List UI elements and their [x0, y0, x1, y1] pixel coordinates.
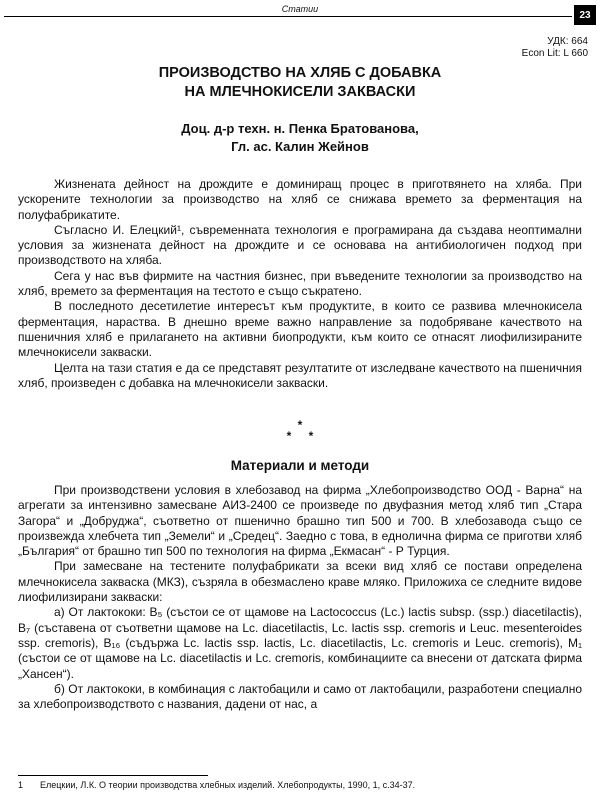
paragraph: Сега у нас във фирмите на частния бизнес, при въведените технологии за производство на хляб, времето за ферментация на тестото е също съкратено. — [18, 268, 582, 299]
separator-stars: * * — [286, 429, 314, 443]
paragraph: При замесване на тестените полуфабрикати за всеки вид хляб се постави определена млечнокисела закваска (МКЗ), съзряла в обезмаслено краве мляко. Приложиха се следните видове лиофилизирани закваски: — [18, 559, 582, 605]
udk-code: УДК: 664 — [547, 36, 588, 47]
section-separator — [0, 420, 600, 442]
paragraph: Съгласно И. Елецкий¹, съвременната технология е програмирана да създава неоптимални условия за жизнената дейност на дрождите и се основава на антибиологичен подход при производството на хляба. — [18, 222, 582, 268]
author-line: Гл. ас. Калин Жейнов — [231, 139, 369, 154]
methods-section — [18, 483, 582, 712]
paragraph: Жизнената дейност на дрождите е доминиращ процес в приготвянето на хляба. При ускорените технологии за производство на хляб се снижава времето за ферментация на полуфабрикатите. — [18, 177, 582, 222]
econlit-code: Econ Lit: L 660 — [521, 48, 588, 59]
footnote — [18, 780, 582, 791]
footnote-text: Елецкии, Л.К. О теории производства хлебных изделий. Хлебопродукты, 1990, 1, с.34-37. — [40, 780, 416, 790]
header-rule — [4, 16, 572, 17]
paragraph: б) От лактококи, в комбинация с лактобацили и само от лактобацили, разработени специално за хлебопроизводството с названия, дадени от нас, а — [18, 681, 582, 712]
section-heading: Материали и методи — [230, 458, 370, 473]
title-line: НА МЛЕЧНОКИСЕЛИ ЗАКВАСКИ — [184, 84, 416, 100]
introduction — [18, 177, 582, 391]
title-line: ПРОИЗВОДСТВО НА ХЛЯБ С ДОБАВКА — [158, 65, 442, 81]
paragraph: При производствени условия в хлебозавод на фирма „Хлебопроизводство ООД - Варна“ на агрегати за интензивно замесване АИЗ-2400 се произведе по двуфазния метод хляб тип „Стара Загора“ и „Добруджа“, съответно от пшенично брашно тип 500 и 700. В хлебозавода също се произвеждa хлебчета тип „Земели“ и „Средец“. Заедно с това, в еднолична фирма се приготви хляб „България“ от брашно тип 500 по технология на фирма „Екмасан“ - Р Турция. — [18, 483, 582, 559]
article-title — [40, 64, 560, 102]
separator-star: * — [297, 418, 303, 432]
section-name: Статии — [281, 4, 319, 14]
footnote-rule — [18, 775, 208, 776]
running-header — [0, 0, 600, 20]
paragraph: а) От лактококи: В₅ (състои се от щамове на Lactococcus (Lc.) lactis subsp. (ssp.) diacetilactis), В₇ (съставена от съответни щамове на Lc. diacetilactis, Lc. lactis ssp. cremoris и Leuc. mesenteroides ssp. cremoris), В₁₆ (съдържа Lc. lactis ssp. lactis, Lc. diacetilactis, Lc. cremoris и Leuc. cremoris), М₁ (състои се от щамове на Lc. diacetilactis и Lc. cremoris, комбинациите са внесени от датската фирма „Хансен“). — [18, 605, 582, 681]
classification-codes — [522, 36, 588, 60]
paragraph: Целта на тази статия е да се представят резултатите от изследване качеството на пшеничния хляб, произведен с добавка на млечнокисели закваски. — [18, 360, 582, 390]
page-number: 23 — [574, 5, 596, 25]
author-line: Доц. д-р техн. н. Пенка Братованова, — [181, 121, 419, 136]
paragraph: В последното десетилетие интересът към продуктите, в които се развива млечнокисела ферментация, нараства. В днешно време важно направление за подобряване качеството на пшеничния хляб е прилагането на активни биопродукти, към които се отнасят лиофилизираните млечнокисели закваски. — [18, 299, 582, 360]
footnote-number: 1 — [18, 780, 24, 790]
authors — [40, 120, 560, 156]
